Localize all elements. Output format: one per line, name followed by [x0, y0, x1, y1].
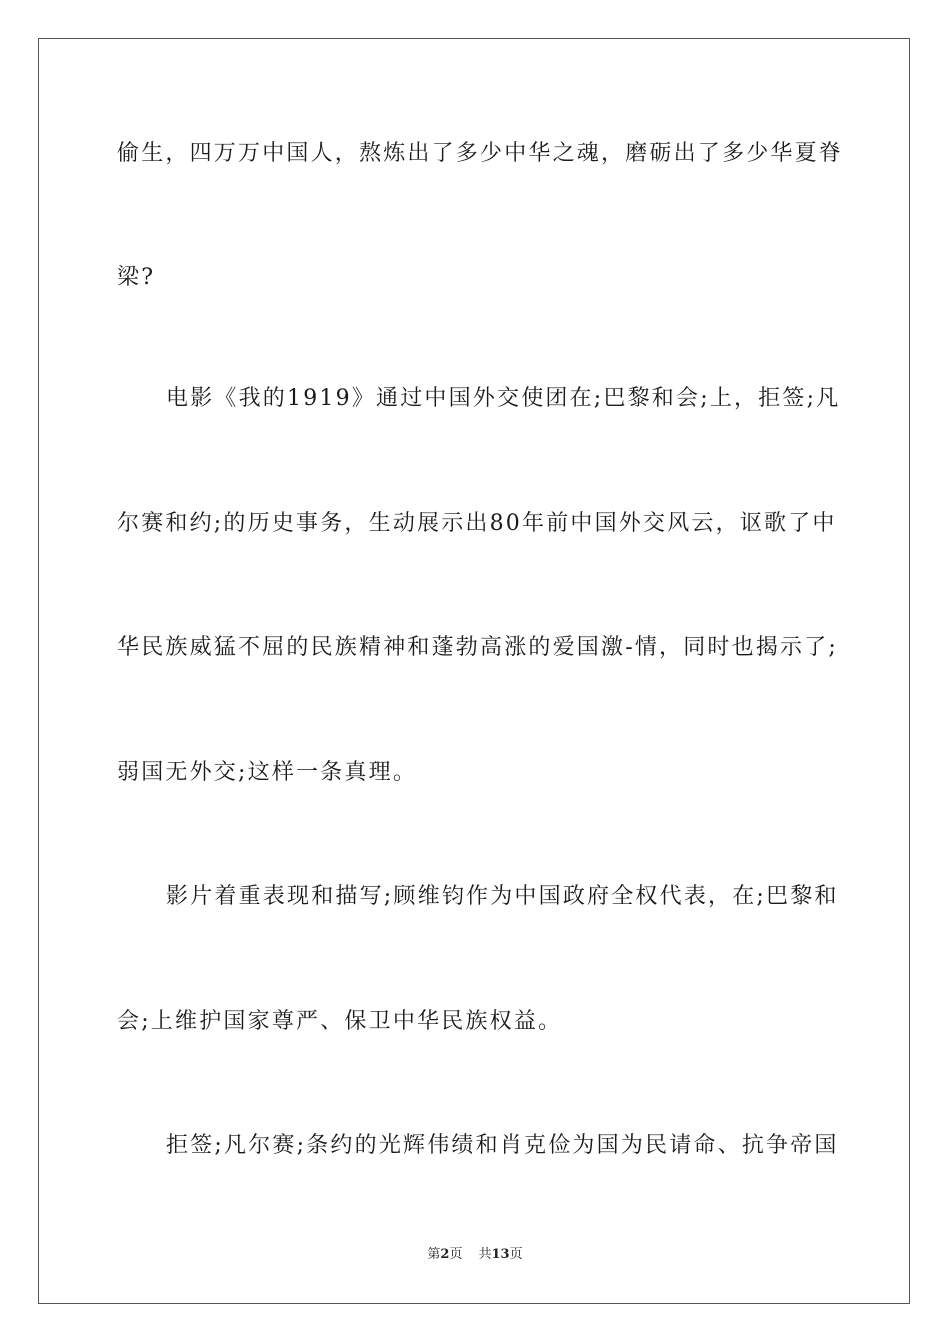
body-line-2: 梁?: [117, 265, 156, 290]
total-pages: 13: [491, 1247, 510, 1262]
paragraph-3-line-2: 会;上维护国家尊严、保卫中华民族权益。: [117, 1009, 563, 1034]
paragraph-2-line-2: 尔赛和约;的历史事务，生动展示出80年前中国外交风云，讴歌了中: [117, 511, 837, 536]
body-line-1: 偷生，四万万中国人，熬炼出了多少中华之魂，磨砺出了多少华夏脊: [117, 141, 844, 166]
paragraph-3-line-1: 影片着重表现和描写;顾维钧作为中国政府全权代表，在;巴黎和: [166, 884, 839, 909]
page-border: [38, 38, 910, 1304]
page-suffix: 页: [449, 1247, 463, 1262]
total-prefix: 共: [478, 1247, 492, 1262]
total-suffix: 页: [509, 1247, 523, 1262]
page-number: 2: [440, 1247, 450, 1262]
paragraph-2-line-4: 弱国无外交;这样一条真理。: [117, 760, 418, 785]
paragraph-2-line-3: 华民族威猛不屈的民族精神和蓬勃高涨的爱国激-情，同时也揭示了;: [117, 635, 839, 660]
page-footer: [0, 1246, 950, 1264]
paragraph-2-line-1: 电影《我的1919》通过中国外交使团在;巴黎和会;上，拒签;凡: [166, 386, 841, 411]
paragraph-4-line-1: 拒签;凡尔赛;条约的光辉伟绩和肖克俭为国为民请命、抗争帝国: [166, 1133, 839, 1158]
page-prefix: 第: [427, 1247, 441, 1262]
